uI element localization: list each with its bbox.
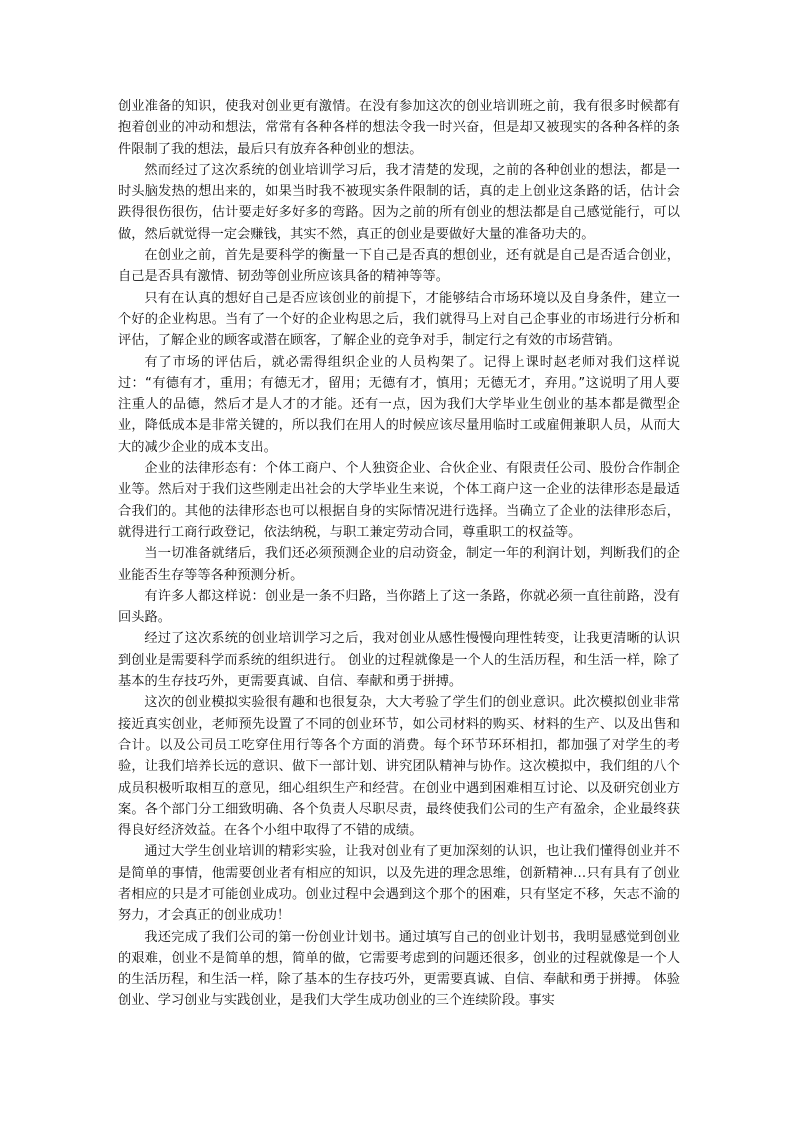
paragraph-2: 然而经过了这次系统的创业培训学习后，我才清楚的发现，之前的各种创业的想法，都是一时头脑发热的想出来的，如果当时我不被现实条件限制的话，真的走上创业这条路的话，估计会跌得很伤很伤，估计要走好多好多的弯路。因为之前的所有创业的想法都是自己感觉能行，可以做，然后就觉得一定会赚钱，其实不然，真正的创业是要做好大量的准备功夫的。 bbox=[118, 162, 680, 242]
paragraph-10: 这次的创业模拟实验很有趣和也很复杂，大大考验了学生们的创业意识。此次模拟创业非常接近真实创业，老师预先设置了不同的创业环节，如公司材料的购买、材料的生产、以及出售和合计。以及公司员工吃穿住用行等各个方面的消费。每个环节环环相扣，都加强了对学生的考验，让我们培养长远的意识、做下一部计划、讲究团队精神与协作。这次模拟中，我们组的八个成员积极听取相互的意见，细心组织生产和经营。在创业中遇到困难相互讨论、以及研究创业方案。各个部门分工细致明确、各个负责人尽职尽责，最终使我们公司的生产有盈余，企业最终获得良好经济效益。在各个小组中取得了不错的成绩。 bbox=[118, 695, 680, 839]
paragraph-12: 我还完成了我们公司的第一份创业计划书。通过填写自己的创业计划书，我明显感觉到创业的艰难，创业不是简单的想，简单的做，它需要考虑到的问题还很多，创业的过程就像是一个人的生活历程，和生活一样，除了基本的生存技巧外，更需要真诚、自信、奉献和勇于拼搏。 体验创业、学习创业与实践创业，是我们大学生成功创业的三个连续阶段。事实 bbox=[118, 929, 680, 1009]
paragraph-3: 在创业之前，首先是要科学的衡量一下自己是否真的想创业，还有就是自己是否适合创业，自己是否具有激情、韧劲等创业所应该具备的精神等等。 bbox=[118, 248, 680, 285]
document-body bbox=[118, 96, 680, 1012]
paragraph-6: 企业的法律形态有：个体工商户、个人独资企业、合伙企业、有限责任公司、股份合作制企业等。然后对于我们这些刚走出社会的大学毕业生来说，个体工商户这一企业的法律形态是最适合我们的。其他的法律形态也可以根据自身的实际情况进行选择。当确立了企业的法律形态后，就得进行工商行政登记，依法纳税，与职工兼定劳动合同，尊重职工的权益等。 bbox=[118, 461, 680, 540]
paragraph-11: 通过大学生创业培训的精彩实验，让我对创业有了更加深刻的认识，也让我们懂得创业并不是简单的事情，他需要创业者有相应的知识，以及先进的理念思维，创新精神…只有具有了创业者相应的只是才可能创业成功。创业过程中会遇到这个那个的困难，只有坚定不移，矢志不渝的努力，才会真正的创业成功！ bbox=[118, 844, 680, 924]
paragraph-8: 有许多人都这样说：创业是一条不归路，当你踏上了这一条路，你就必须一直往前路，没有回头路。 bbox=[118, 588, 680, 626]
paragraph-1: 创业准备的知识，使我对创业更有激情。在没有参加这次的创业培训班之前，我有很多时候都有抱着创业的冲动和想法，常常有各种各样的想法令我一时兴奋，但是却又被现实的各种各样的条件限制了我的想法，最后只有放弃各种创业的想法。 bbox=[118, 99, 680, 157]
paragraph-4: 只有在认真的想好自己是否应该创业的前提下，才能够结合市场环境以及自身条件，建立一个好的企业构思。当有了一个好的企业构思之后，我们就得马上对自己企事业的市场进行分析和评估，了解企业的顾客或潜在顾客，了解企业的竞争对手，制定行之有效的市场营销。 bbox=[118, 290, 680, 349]
paragraph-7: 当一切准备就绪后，我们还必须预测企业的启动资金，制定一年的利润计划，判断我们的企业能否生存等等各种预测分析。 bbox=[118, 546, 680, 583]
paragraph-5: 有了市场的评估后，就必需得组织企业的人员构架了。记得上课时赵老师对我们这样说过：“有德有才，重用；有德无才，留用；无德有才，慎用；无德无才，弃用。”这说明了用人要注重人的品德，然后才是人才的才能。还有一点，因为我们大学毕业生创业的基本都是微型企业，降低成本是非常关键的，所以我们在用人的时候应该尽量用临时工或雇佣兼职人员，从而大大的减少企业的成本支出。 bbox=[118, 354, 680, 455]
paragraph-9: 经过了这次系统的创业培训学习之后，我对创业从感性慢慢向理性转变，让我更清晰的认识到创业是需要科学而系统的组织进行。 创业的过程就像是一个人的生活历程，和生活一样，除了基本的生存技巧外，更需要真诚、自信、奉献和勇于拼搏。 bbox=[118, 631, 680, 690]
